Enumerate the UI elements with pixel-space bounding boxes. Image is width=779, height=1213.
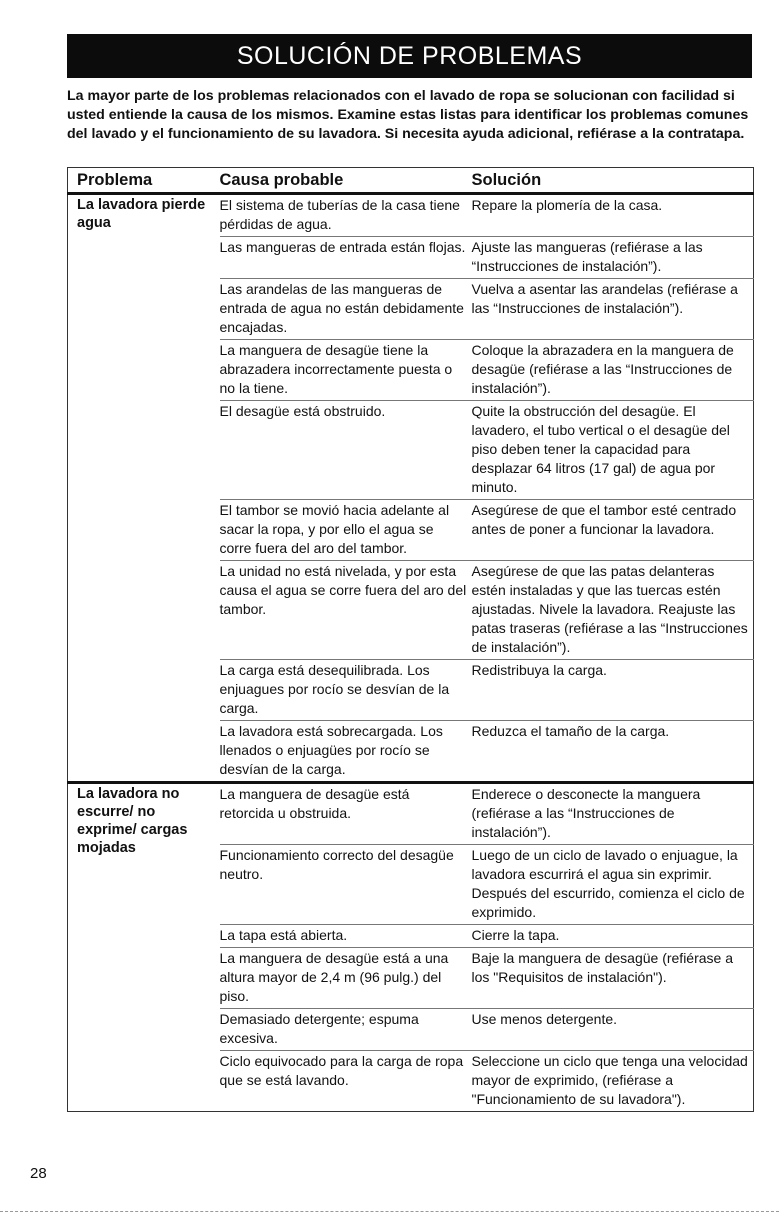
solution-cell: Quite la obstrucción del desagüe. El lavadero, el tubo vertical o el desagüe del piso deben tener la capacidad para desplazar 64 litros (17 gal) de agua por minuto. bbox=[472, 401, 754, 500]
solution-cell: Redistribuya la carga. bbox=[472, 660, 754, 721]
solution-cell: Repare la plomería de la casa. bbox=[472, 194, 754, 237]
solution-cell: Asegúrese de que el tambor esté centrado antes de poner a funcionar la lavadora. bbox=[472, 500, 754, 561]
solution-cell: Coloque la abrazadera en la manguera de desagüe (refiérase a las “Instrucciones de instalación”). bbox=[472, 340, 754, 401]
cause-cell: El tambor se movió hacia adelante al sacar la ropa, y por ello el agua se corre fuera del aro del tambor. bbox=[220, 500, 472, 561]
cause-cell: Funcionamiento correcto del desagüe neutro. bbox=[220, 845, 472, 925]
page-title: SOLUCIÓN DE PROBLEMAS bbox=[236, 41, 583, 70]
header-cause: Causa probable bbox=[220, 168, 472, 194]
solution-cell: Reduzca el tamaño de la carga. bbox=[472, 721, 754, 783]
solution-cell: Cierre la tapa. bbox=[472, 925, 754, 948]
cause-cell: Ciclo equivocado para la carga de ropa que se está lavando. bbox=[220, 1051, 472, 1112]
bottom-divider bbox=[0, 1211, 779, 1212]
table-header-row bbox=[68, 168, 754, 194]
table-body bbox=[68, 194, 754, 1112]
header-problem: Problema bbox=[68, 168, 220, 194]
page-number: 28 bbox=[30, 1165, 47, 1182]
cause-cell: La manguera de desagüe está a una altura mayor de 2,4 m (96 pulg.) del piso. bbox=[220, 948, 472, 1009]
intro-paragraph: La mayor parte de los problemas relacionados con el lavado de ropa se solucionan con facilidad si usted entiende la causa de los mismos. Examine estas listas para identificar los problemas comunes del lavado y el funcionamiento de su lavadora. Si necesita ayuda adicional, refiérase a la contratapa. bbox=[67, 88, 749, 142]
cause-cell: Las arandelas de las mangueras de entrada de agua no están debidamente encajadas. bbox=[220, 279, 472, 340]
header-solution: Solución bbox=[472, 168, 754, 194]
cause-cell: La manguera de desagüe está retorcida u obstruida. bbox=[220, 783, 472, 845]
problem-cell: La lavadora pierde agua bbox=[68, 194, 220, 783]
problem-cell: La lavadora no escurre/ no exprime/ cargas mojadas bbox=[68, 783, 220, 1112]
solution-cell: Use menos detergente. bbox=[472, 1009, 754, 1051]
cause-cell: La lavadora está sobrecargada. Los llenados o enjuagües por rocío se desvían de la carga. bbox=[220, 721, 472, 783]
table-row bbox=[68, 783, 754, 845]
cause-cell: La carga está desequilibrada. Los enjuagues por rocío se desvían de la carga. bbox=[220, 660, 472, 721]
solution-cell: Asegúrese de que las patas delanteras estén instaladas y que las tuercas estén ajustadas. Nivele la lavadora. Reajuste las patas traseras (refiérase a las “Instrucciones de instalación”). bbox=[472, 561, 754, 660]
cause-cell: La manguera de desagüe tiene la abrazadera incorrectamente puesta o no la tiene. bbox=[220, 340, 472, 401]
cause-cell: El sistema de tuberías de la casa tiene pérdidas de agua. bbox=[220, 194, 472, 237]
solution-cell: Seleccione un ciclo que tenga una velocidad mayor de exprimido, (refiérase a "Funcionamiento de su lavadora"). bbox=[472, 1051, 754, 1112]
solution-cell: Enderece o desconecte la manguera (refiérase a las “Instrucciones de instalación”). bbox=[472, 783, 754, 845]
troubleshooting-table bbox=[67, 167, 754, 1112]
cause-cell: El desagüe está obstruido. bbox=[220, 401, 472, 500]
page-title-bar bbox=[67, 34, 752, 78]
cause-cell: La tapa está abierta. bbox=[220, 925, 472, 948]
solution-cell: Vuelva a asentar las arandelas (refiérase a las “Instrucciones de instalación”). bbox=[472, 279, 754, 340]
cause-cell: Demasiado detergente; espuma excesiva. bbox=[220, 1009, 472, 1051]
table-row bbox=[68, 194, 754, 237]
solution-cell: Ajuste las mangueras (refiérase a las “Instrucciones de instalación”). bbox=[472, 237, 754, 279]
solution-cell: Luego de un ciclo de lavado o enjuague, la lavadora escurrirá el agua sin exprimir. Después del escurrido, comienza el ciclo de exprimido. bbox=[472, 845, 754, 925]
cause-cell: Las mangueras de entrada están flojas. bbox=[220, 237, 472, 279]
cause-cell: La unidad no está nivelada, y por esta causa el agua se corre fuera del aro del tambor. bbox=[220, 561, 472, 660]
solution-cell: Baje la manguera de desagüe (refiérase a los "Requisitos de instalación"). bbox=[472, 948, 754, 1009]
